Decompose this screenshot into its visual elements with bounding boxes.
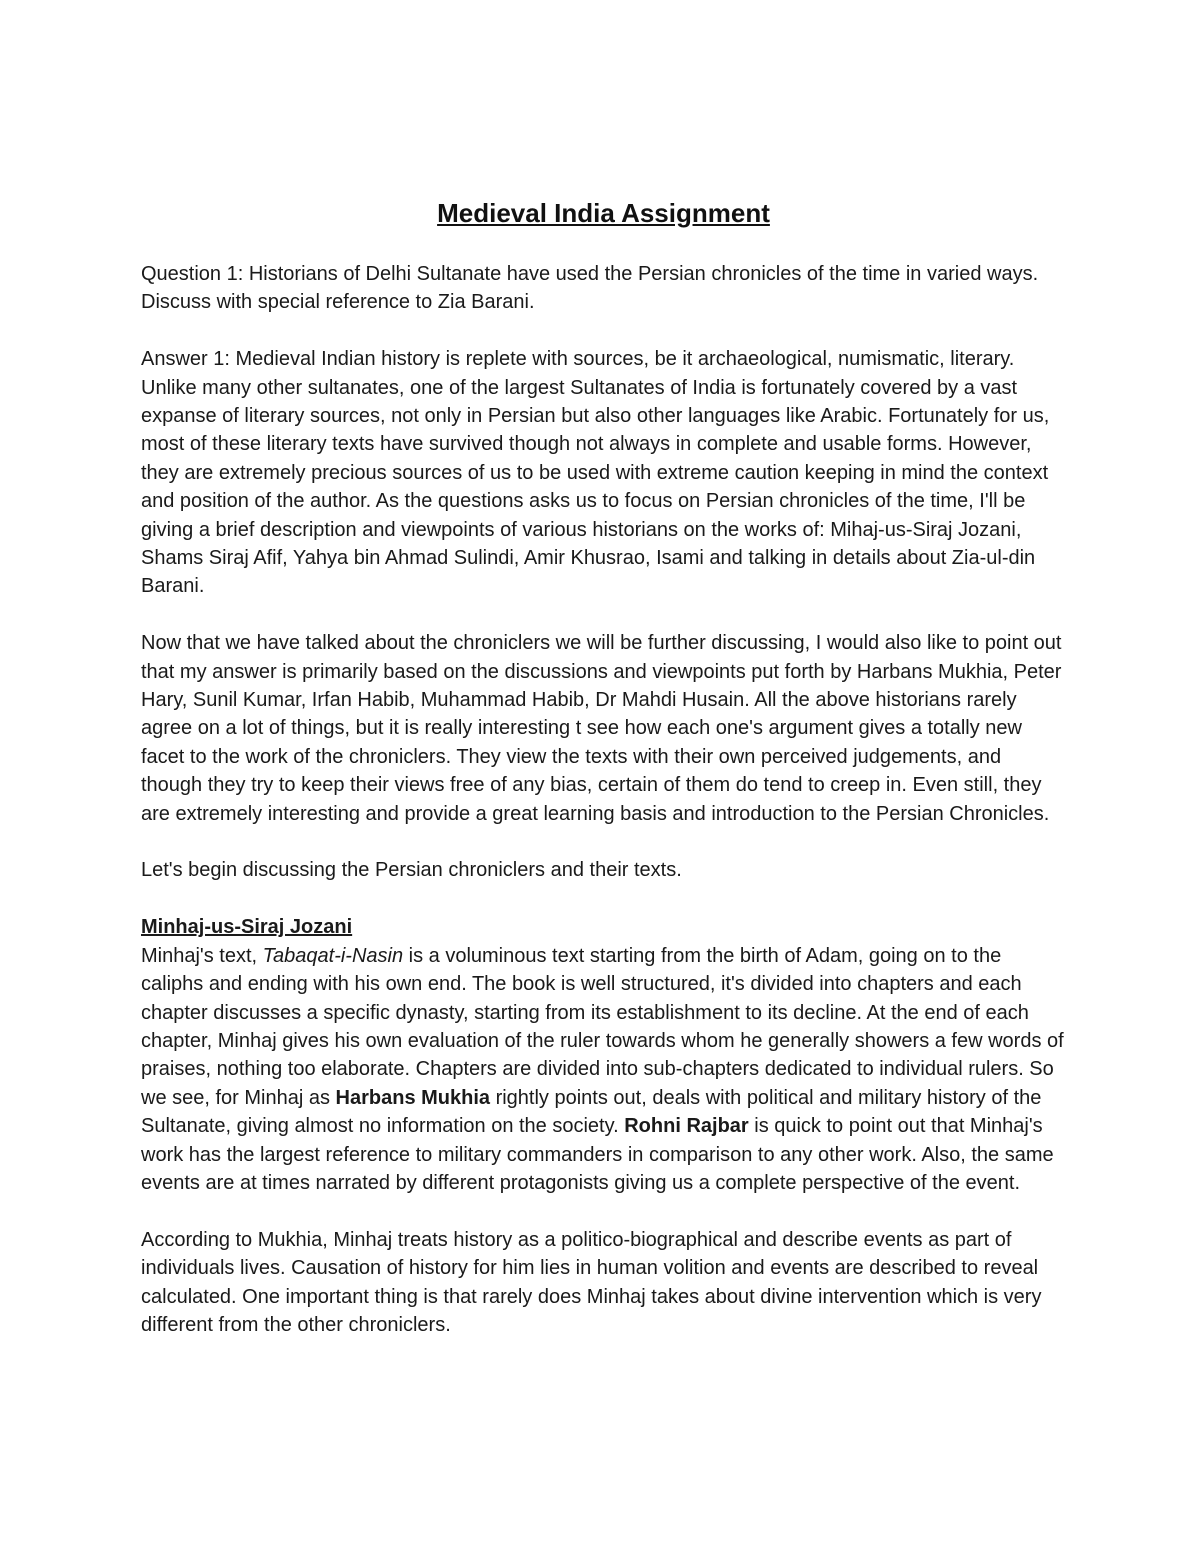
- minhaj-text-part-2: is a voluminous text starting from the birth of Adam, going on to the caliphs and ending with his own end. The book is well structured, it's divided into chapters and each chapter discusses a specific dynasty, starting from its establishment to its decline. At the end of each chapter, Minhaj gives his own evaluation of the ruler towards whom he generally showers a few words of praises, nothing too elaborate. Chapters are divided into sub-chapters dedicated to individual rulers. So we see, for Minhaj as: [141, 944, 1064, 1109]
- section-heading-minhaj: Minhaj-us-Siraj Jozani: [141, 916, 353, 939]
- minhaj-text-part-4: is quick to point out that Minhaj's work has the largest reference to military commanders in comparison to any other work. Also, the same events are at times narrated by different protagonists giving us a complete perspective of the event.: [141, 1115, 1054, 1194]
- question-paragraph: Question 1: Historians of Delhi Sultanate have used the Persian chronicles of the time in varied ways. Discuss with special reference to Zia Barani.: [141, 263, 1039, 314]
- document-body: [141, 196, 1066, 1368]
- begin-discussion-paragraph: Let's begin discussing the Persian chroniclers and their texts.: [141, 859, 682, 882]
- historian-name-rohni-rajbar: Rohni Rajbar: [624, 1115, 749, 1138]
- document-title: Medieval India Assignment: [437, 198, 770, 228]
- minhaj-section-paragraph-2: According to Mukhia, Minhaj treats history as a politico-biographical and describe events as part of individuals lives. Causation of history for him lies in human volition and events are described to reveal calculated. One important thing is that rarely does Minhaj takes about divine intervention which is very different from the other chroniclers.: [141, 1228, 1042, 1336]
- minhaj-section-paragraph-1: [141, 913, 1066, 1197]
- minhaj-text-part-3: rightly points out, deals with political and military history of the Sultanate, giving almost no information on the society.: [141, 1086, 1042, 1138]
- minhaj-text-part-1: Minhaj's text,: [141, 944, 263, 967]
- book-title-tabaqat: Tabaqat-i-Nasin: [262, 944, 404, 967]
- historian-name-harbans-mukhia: Harbans Mukhia: [335, 1086, 491, 1109]
- historians-paragraph: Now that we have talked about the chroniclers we will be further discussing, I would also like to point out that my answer is primarily based on the discussions and viewpoints put forth by Harbans Mukhia, Peter Hary, Sunil Kumar, Irfan Habib, Muhammad Habib, Dr Mahdi Husain. All the above historians rarely agree on a lot of things, but it is really interesting t see how each one's argument gives a totally new facet to the work of the chroniclers. They view the texts with their own perceived judgements, and though they try to keep their views free of any bias, certain of them do tend to creep in. Even still, they are extremely interesting and provide a great learning basis and introduction to the Persian Chronicles.: [141, 632, 1062, 825]
- answer-intro-paragraph: Answer 1: Medieval Indian history is replete with sources, be it archaeological, numismatic, literary. Unlike many other sultanates, one of the largest Sultanates of India is fortunately covered by a vast expanse of literary sources, not only in Persian but also other languages like Arabic. Fortunately for us, most of these literary texts have survived though not always in complete and usable forms. However, they are extremely precious sources of us to be used with extreme caution keeping in mind the context and position of the author. As the questions asks us to focus on Persian chronicles of the time, I'll be giving a brief description and viewpoints of various historians on the works of: Mihaj-us-Siraj Jozani, Shams Siraj Afif, Yahya bin Ahmad Sulindi, Amir Khusrao, Isami and talking in details about Zia-ul-din Barani.: [141, 348, 1050, 598]
